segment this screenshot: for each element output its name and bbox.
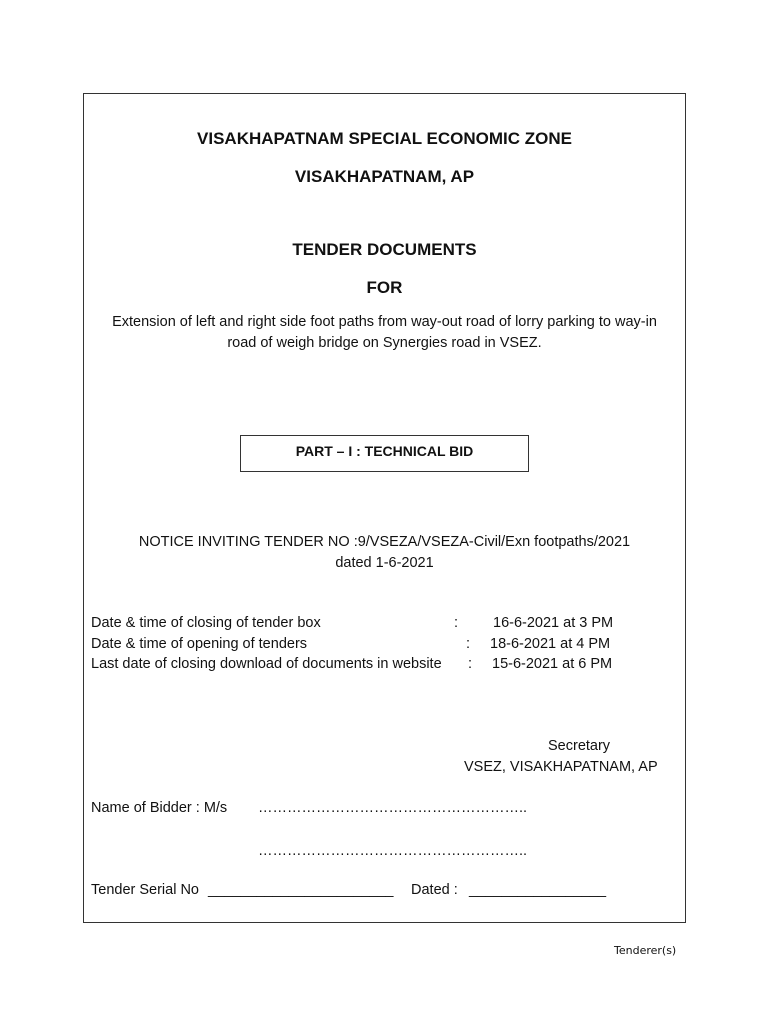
dated-blank: _________________ (469, 882, 607, 898)
schedule-value: 15-6-2021 at 6 PM (492, 656, 613, 672)
work-description-line2: road of weigh bridge on Synergies road in VSEZ. (227, 335, 542, 351)
schedule-colon: : (466, 636, 471, 652)
schedule-value: 16-6-2021 at 3 PM (493, 615, 614, 631)
signatory-office: VSEZ, VISAKHAPATNAM, AP (464, 759, 658, 775)
schedule-value: 18-6-2021 at 4 PM (490, 636, 611, 652)
org-heading: VISAKHAPATNAM SPECIAL ECONOMIC ZONE (197, 129, 572, 148)
work-description-line1: Extension of left and right side foot paths from way-out road of lorry parking to way-in (112, 314, 657, 330)
for-title: FOR (366, 278, 403, 297)
schedule-label: Date & time of closing of tender box (91, 615, 321, 631)
document-border (83, 93, 686, 923)
technical-bid-label: PART – I : TECHNICAL BID (295, 443, 474, 459)
schedule-colon: : (454, 615, 459, 631)
footer-tenderer: Tenderer(s) (614, 944, 677, 957)
technical-bid-box (240, 435, 529, 472)
schedule-colon: : (468, 656, 473, 672)
notice-number: NOTICE INVITING TENDER NO :9/VSEZA/VSEZA-Civil/Exn footpaths/2021 (138, 534, 631, 550)
signatory-title: Secretary (548, 738, 611, 754)
bidder-name-blank: ……………………………………………….. (258, 800, 528, 816)
location-heading: VISAKHAPATNAM, AP (294, 167, 475, 186)
bidder-name-label: Name of Bidder : M/s (91, 800, 228, 816)
tender-documents-title: TENDER DOCUMENTS (292, 240, 477, 259)
bidder-name-blank-2: ……………………………………………….. (258, 843, 528, 859)
schedule-label: Date & time of opening of tenders (91, 636, 308, 652)
tender-serial-label: Tender Serial No (91, 882, 199, 898)
dated-label: Dated : (411, 882, 458, 898)
tender-serial-blank: _______________________ (208, 882, 394, 898)
notice-date: dated 1-6-2021 (335, 555, 434, 571)
schedule-label: Last date of closing download of documents in website (91, 656, 442, 672)
